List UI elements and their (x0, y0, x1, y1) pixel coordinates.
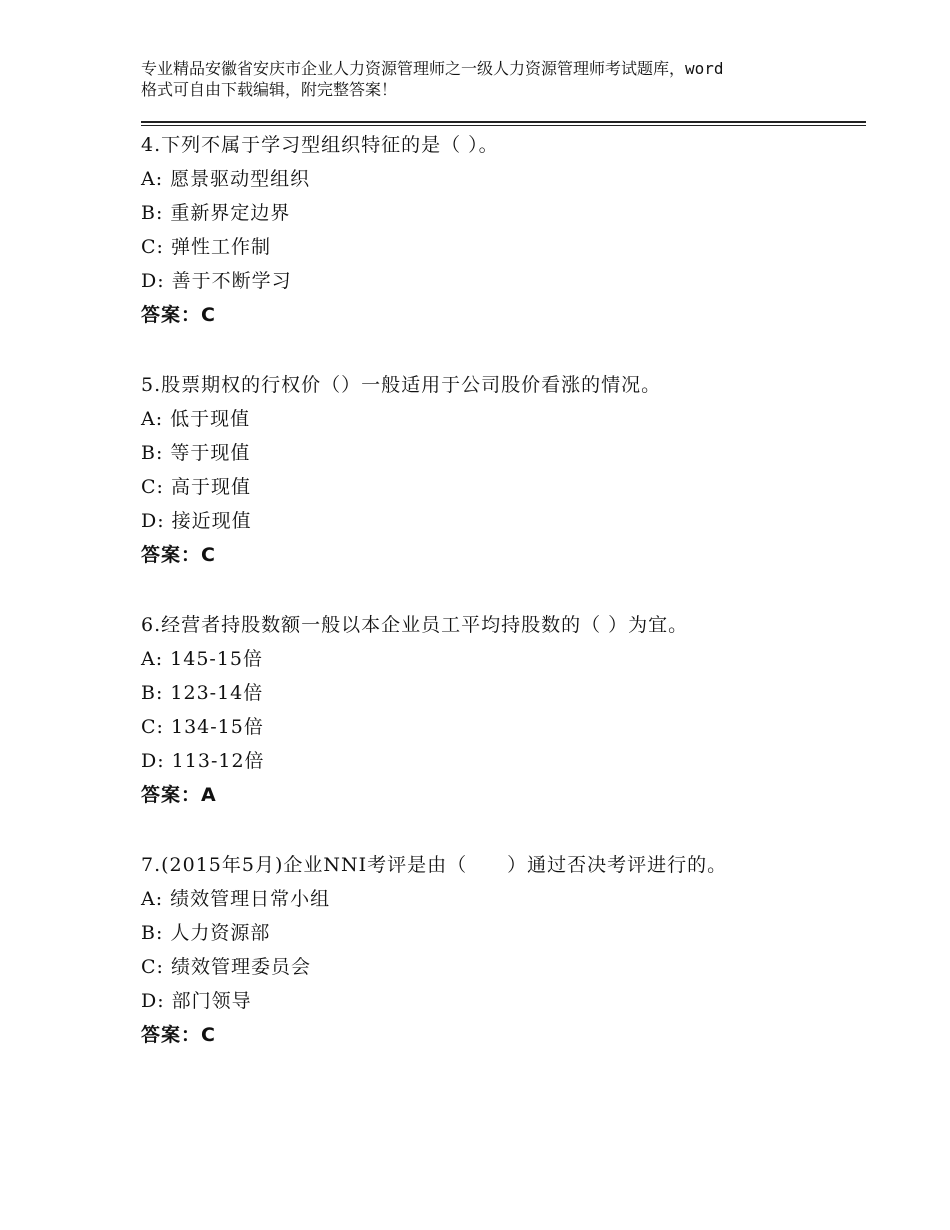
question-list (141, 128, 866, 1052)
question-title: 7.(2015年5月)企业NNI考评是由（ ）通过否决考评进行的。 (141, 854, 728, 876)
option-d: D: 113-12倍 (141, 750, 265, 772)
option-d: D: 部门领导 (141, 990, 252, 1012)
option-c: C: 弹性工作制 (141, 236, 271, 258)
option-b: B: 123-14倍 (141, 682, 264, 704)
question-6 (141, 608, 866, 812)
header-line-1: 专业精品安徽省安庆市企业人力资源管理师之一级人力资源管理师考试题库，word (141, 59, 724, 78)
option-b: B: 重新界定边界 (141, 202, 291, 224)
question-4 (141, 128, 866, 332)
question-7 (141, 848, 866, 1052)
header-line-2: 格式可自由下载编辑，附完整答案！ (141, 80, 398, 99)
answer: 答案：C (141, 1024, 216, 1046)
question-spacer (141, 332, 866, 368)
answer: 答案：C (141, 304, 216, 326)
header-rule-thick (141, 121, 866, 123)
option-a: A: 145-15倍 (141, 648, 264, 670)
option-c: C: 绩效管理委员会 (141, 956, 311, 978)
option-b: B: 人力资源部 (141, 922, 271, 944)
question-5 (141, 368, 866, 572)
option-c: C: 高于现值 (141, 476, 251, 498)
question-spacer (141, 572, 866, 608)
question-title: 6.经营者持股数额一般以本企业员工平均持股数的（ ）为宜。 (141, 614, 689, 636)
option-a: A: 愿景驱动型组织 (141, 168, 311, 190)
document-header (141, 58, 831, 100)
option-d: D: 接近现值 (141, 510, 252, 532)
option-d: D: 善于不断学习 (141, 270, 292, 292)
question-spacer (141, 812, 866, 848)
answer: 答案：C (141, 544, 216, 566)
answer: 答案：A (141, 784, 217, 806)
question-title: 5.股票期权的行权价（）一般适用于公司股价看涨的情况。 (141, 374, 662, 396)
option-b: B: 等于现值 (141, 442, 251, 464)
option-a: A: 绩效管理日常小组 (141, 888, 331, 910)
question-title: 4.下列不属于学习型组织特征的是（ ）。 (141, 134, 499, 156)
header-rule-thin (141, 125, 866, 126)
option-a: A: 低于现值 (141, 408, 251, 430)
option-c: C: 134-15倍 (141, 716, 264, 738)
